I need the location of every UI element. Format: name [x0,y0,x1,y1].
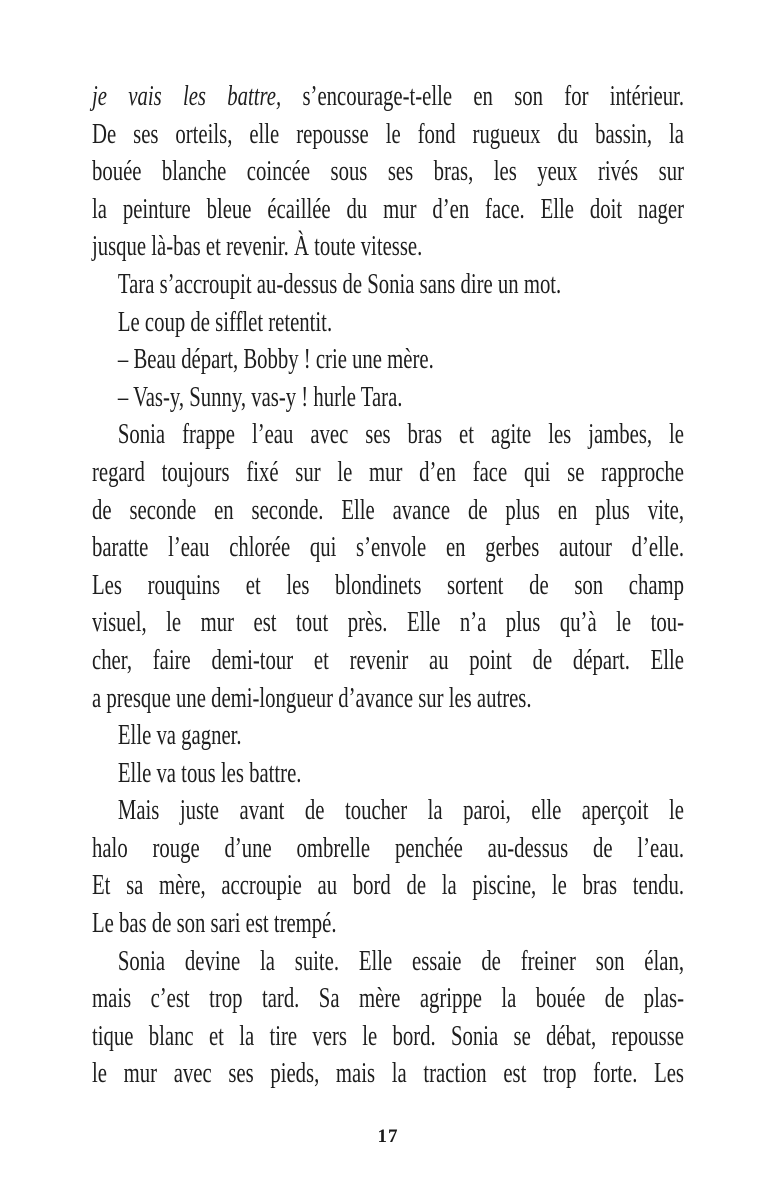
paragraph [92,78,684,266]
paragraph [92,379,684,417]
text-segment: tique blanc et la tire vers le bord. Sonia se débat, repousse [92,1020,684,1052]
text-segment: halo rouge d’une ombrelle penchée au-dessus de l’eau. [92,832,684,864]
text-segment: regard toujours fixé sur le mur d’en face qui se rapproche [92,456,684,488]
text-line [92,604,684,642]
text-line [92,266,684,304]
text-segment: Le bas de son sari est trempé. [92,908,337,940]
text-segment: bouée blanche coincée sous ses bras, les yeux rivés sur [92,156,684,188]
text-line [92,492,684,530]
text-line [92,867,684,905]
text-line [92,416,684,454]
text-segment: visuel, le mur est tout près. Elle n’a plus qu’à le tou- [92,607,684,639]
text-segment: baratte l’eau chlorée qui s’envole en gerbes autour d’elle. [92,532,684,564]
text-segment: Et sa mère, accroupie au bord de la piscine, le bras tendu. [92,870,684,902]
text-segment: Le coup de sifflet retentit. [117,306,333,338]
text-segment: – Beau départ, Bobby ! crie une mère. [117,344,434,376]
text-line [92,717,684,755]
text-line [92,642,684,680]
paragraph [92,416,684,717]
text-segment: Sonia frappe l’eau avec ses bras et agite les jambes, le [117,419,684,451]
text-line [92,830,684,868]
text-segment: Elle va tous les battre. [117,757,302,789]
text-segment: – Vas-y, Sunny, vas-y ! hurle Tara. [117,381,403,413]
text-column [92,78,684,1093]
text-line [92,943,684,981]
paragraph [92,755,684,793]
text-line [92,529,684,567]
text-segment: De ses orteils, elle repousse le fond rugueux du bassin, la [92,118,684,150]
text-segment: la peinture bleue écaillée du mur d’en face. Elle doit nager [92,193,684,225]
text-segment: Tara s’accroupit au-dessus de Sonia sans dire un mot. [117,268,562,300]
text-segment: mais c’est trop tard. Sa mère agrippe la bouée de plas- [92,983,684,1015]
paragraph [92,792,684,942]
page-number: 17 [377,1126,399,1147]
text-segment: Elle va gagner. [117,720,242,752]
text-segment: cher, faire demi-tour et revenir au point de départ. Elle [92,644,684,676]
italic-text-segment: je vais les battre, [92,81,282,112]
text-line [92,905,684,943]
text-line [92,792,684,830]
text-line [92,680,684,718]
text-segment: Les rouquins et les blondinets sortent de son champ [92,569,684,601]
text-line [92,1055,684,1093]
text-line [92,78,684,116]
text-line [92,191,684,229]
text-line [92,379,684,417]
text-block [92,78,684,1093]
text-line [92,228,684,266]
text-line [92,116,684,154]
paragraph [92,266,684,304]
text-line [92,454,684,492]
text-line [92,755,684,793]
text-segment: jusque là-bas et revenir. À toute vitesse. [92,231,423,263]
paragraph [92,304,684,342]
text-line [92,980,684,1018]
text-line [92,153,684,191]
text-line [92,304,684,342]
text-segment: Mais juste avant de toucher la paroi, elle aperçoit le [117,795,684,827]
text-line [92,567,684,605]
text-segment: a presque une demi-longueur d’avance sur les autres. [92,682,532,714]
text-segment: s’encourage-t-elle en son for intérieur. [281,81,684,112]
text-line [92,341,684,379]
text-segment: Sonia devine la suite. Elle essaie de freiner son élan, [117,945,684,977]
text-segment: le mur avec ses pieds, mais la traction est trop forte. Les [92,1058,684,1090]
paragraph [92,341,684,379]
text-line [92,1018,684,1056]
paragraph [92,943,684,1093]
text-segment: de seconde en seconde. Elle avance de plus en plus vite, [92,494,684,526]
paragraph [92,717,684,755]
